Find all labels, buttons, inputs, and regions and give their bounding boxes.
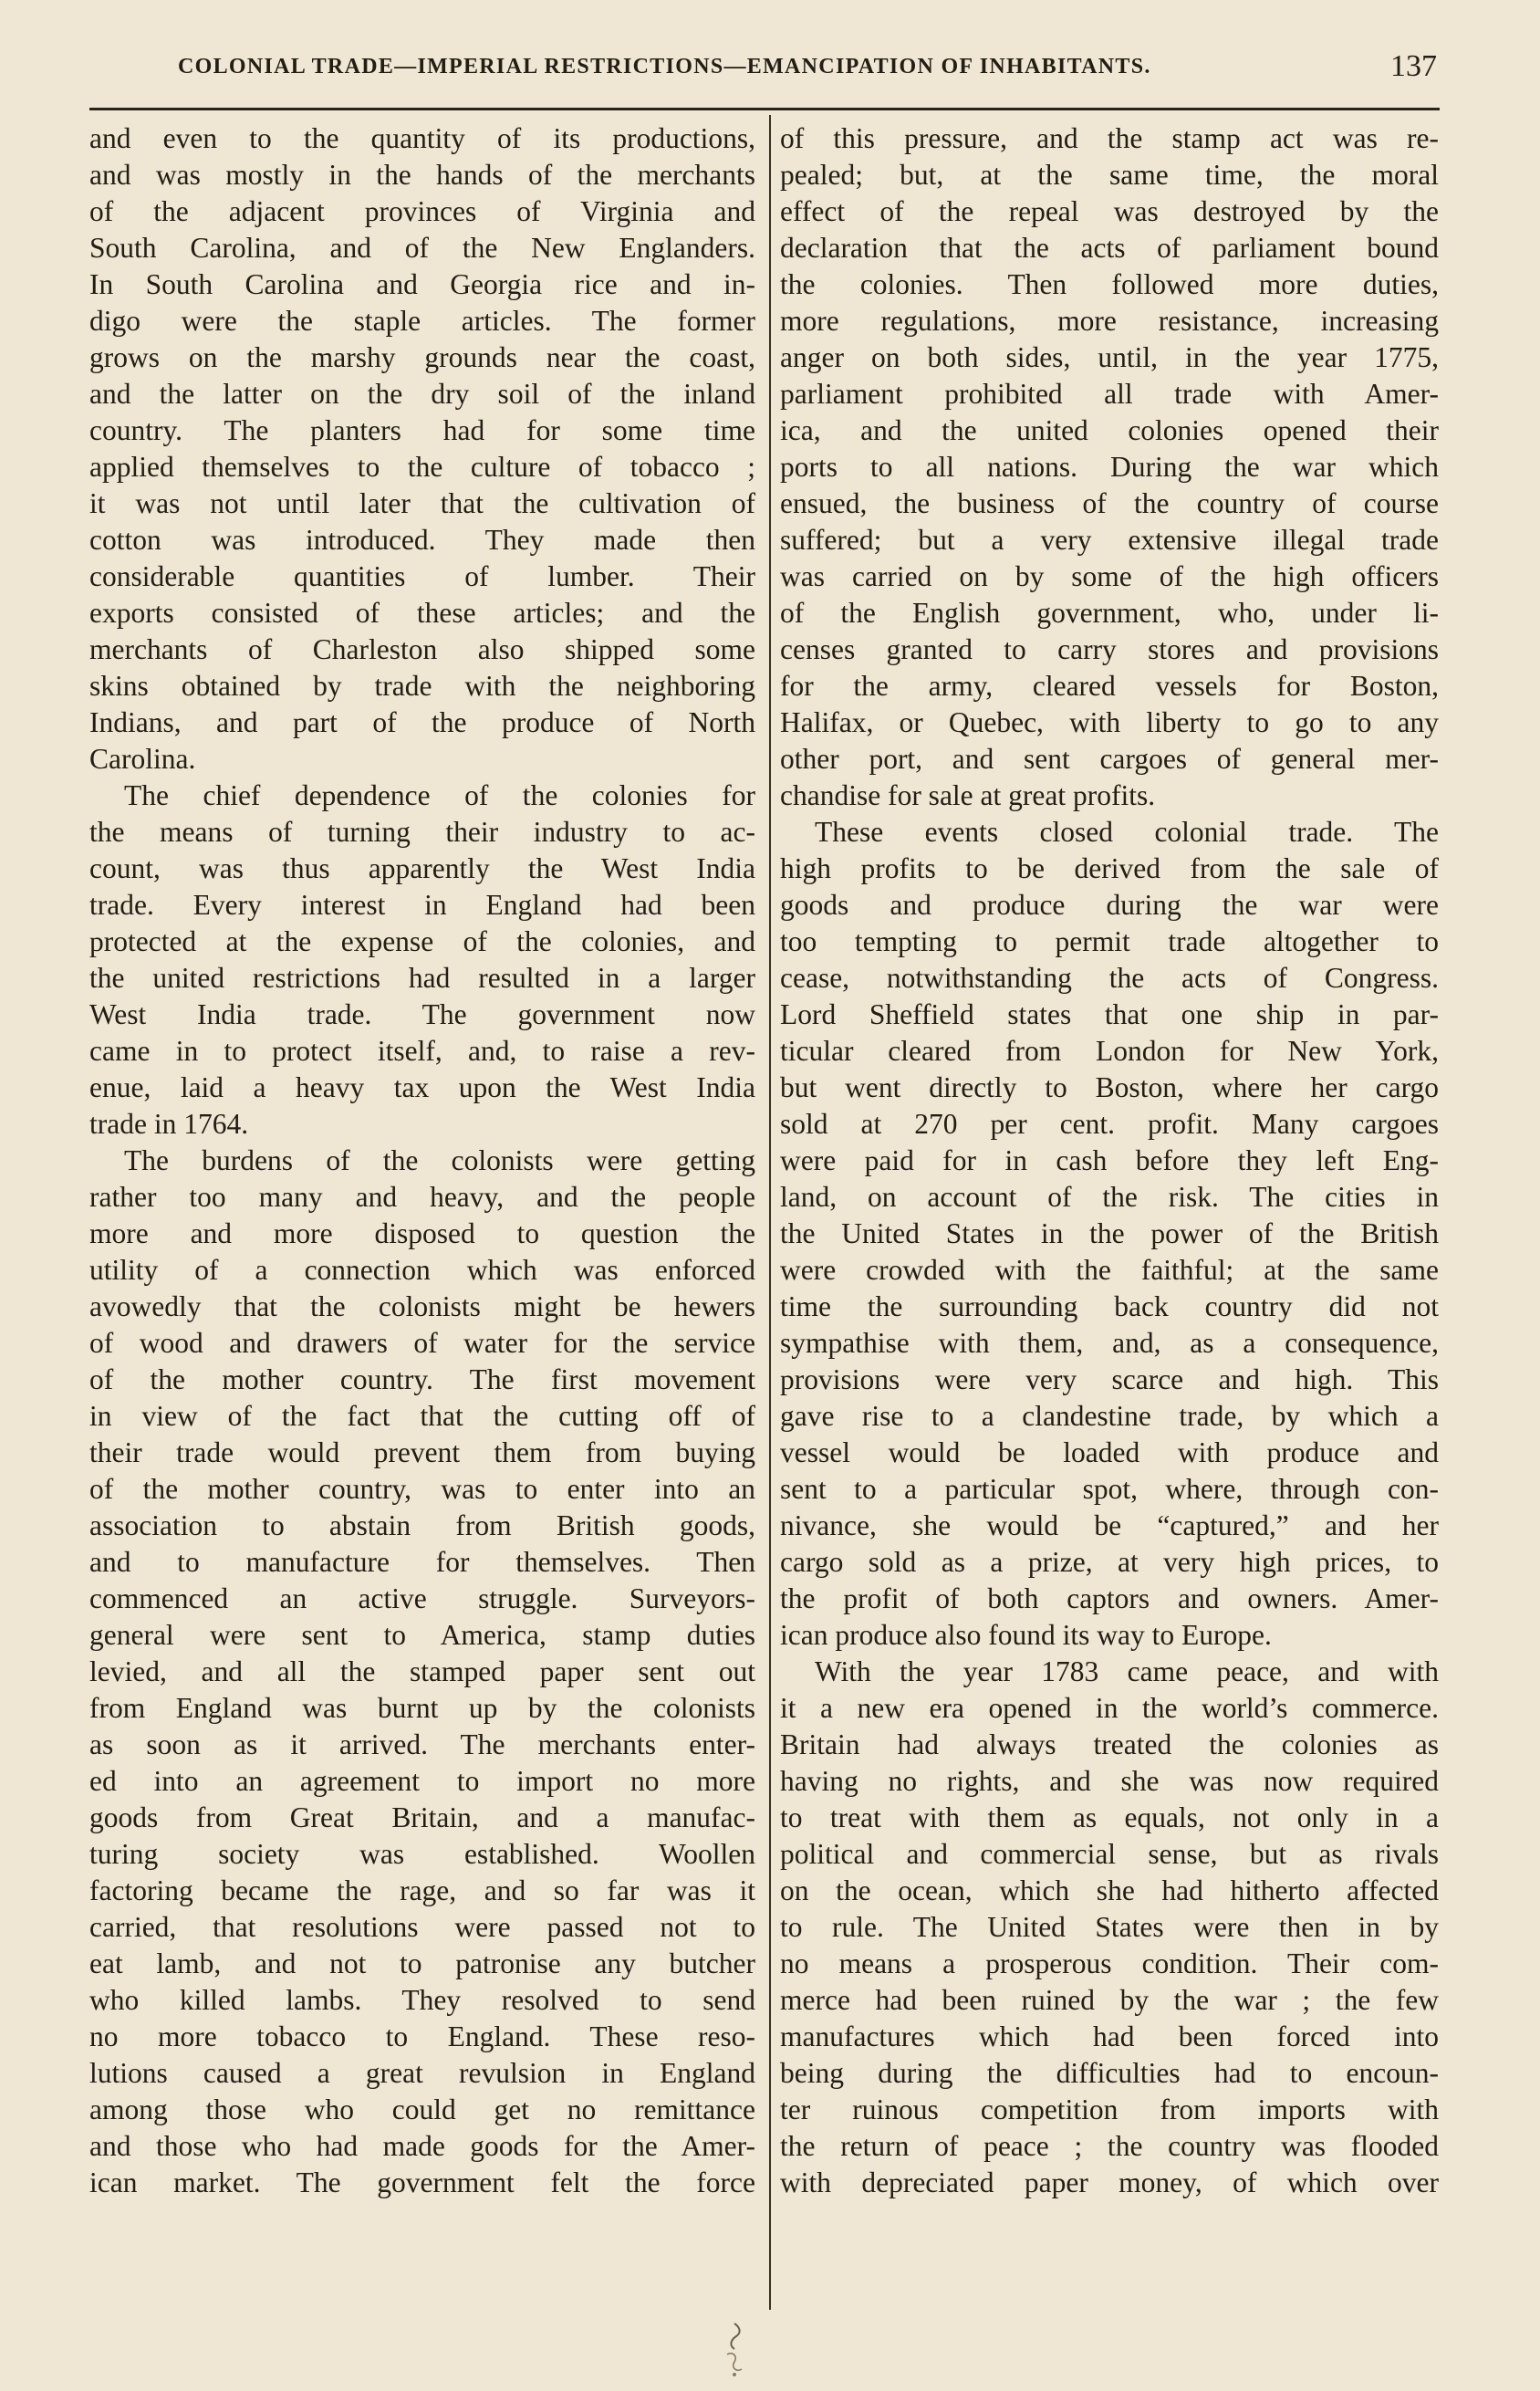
text-line: pealed; but, at the same time, the moral <box>780 159 1439 191</box>
text-line: goods and produce during the war were <box>780 889 1439 921</box>
text-line: anger on both sides, until, in the year 1775, <box>780 341 1439 373</box>
text-line: political and commercial sense, but as rivals <box>780 1838 1439 1870</box>
text-line: more regulations, more resistance, increasing <box>780 305 1439 337</box>
text-line: applied themselves to the culture of tobacco ; <box>89 451 755 483</box>
text-line: general were sent to America, stamp duties <box>89 1619 755 1651</box>
text-line: count, was thus apparently the West India <box>89 852 755 884</box>
text-line: to treat with them as equals, not only in a <box>780 1801 1439 1833</box>
text-line: their trade would prevent them from buying <box>89 1436 755 1468</box>
text-line: country. The planters had for some time <box>89 414 755 446</box>
text-line: digo were the staple articles. The former <box>89 305 755 337</box>
text-line: eat lamb, and not to patronise any butcher <box>89 1947 755 1979</box>
text-line: chandise for sale at great profits. <box>780 779 1156 811</box>
text-line: it a new era opened in the world’s commerce. <box>780 1692 1439 1724</box>
text-line: with depreciated paper money, of which over <box>780 2167 1439 2198</box>
text-line: having no rights, and she was now required <box>780 1765 1439 1797</box>
text-line: being during the difficulties had to encoun- <box>780 2057 1439 2089</box>
text-line: ed into an agreement to import no more <box>89 1765 755 1797</box>
text-line: and the latter on the dry soil of the inland <box>89 378 755 410</box>
text-line: came in to protect itself, and, to raise a rev- <box>89 1035 755 1067</box>
text-line: parliament prohibited all trade with Amer- <box>780 378 1439 410</box>
running-title: COLONIAL TRADE—IMPERIAL RESTRICTIONS—EMANCIPATION OF INHABITANTS. <box>178 55 1151 78</box>
text-line: The chief dependence of the colonies for <box>124 779 755 811</box>
text-line: considerable quantities of lumber. Their <box>89 560 755 592</box>
text-line: levied, and all the stamped paper sent out <box>89 1655 755 1687</box>
text-line: declaration that the acts of parliament bound <box>780 232 1439 264</box>
text-line: of the mother country. The first movement <box>89 1363 755 1395</box>
text-line: no means a prosperous condition. Their com- <box>780 1947 1439 1979</box>
text-line: suffered; but a very extensive illegal trade <box>780 524 1439 556</box>
text-line: the return of peace ; the country was flooded <box>780 2130 1439 2162</box>
left-column <box>89 120 755 2201</box>
text-line: West India trade. The government now <box>89 998 755 1030</box>
text-line: utility of a connection which was enforced <box>89 1254 755 1286</box>
text-line: ticular cleared from London for New York, <box>780 1035 1439 1067</box>
text-line: lutions caused a great revulsion in England <box>89 2057 755 2089</box>
text-line: as soon as it arrived. The merchants enter- <box>89 1728 755 1760</box>
running-head <box>178 49 1437 86</box>
text-line: Britain had always treated the colonies as <box>780 1728 1439 1760</box>
header-rule <box>89 108 1440 110</box>
text-line: censes granted to carry stores and provisions <box>780 633 1439 665</box>
text-line: from England was burnt up by the colonists <box>89 1692 755 1724</box>
text-line: were crowded with the faithful; at the same <box>780 1254 1439 1286</box>
text-line: These events closed colonial trade. The <box>815 816 1439 848</box>
text-line: who killed lambs. They resolved to send <box>89 1984 755 2016</box>
text-line: it was not until later that the cultivation of <box>89 487 755 519</box>
text-line: among those who could get no remittance <box>89 2093 755 2125</box>
text-line: association to abstain from British goods, <box>89 1509 755 1541</box>
text-line: South Carolina, and of the New Englanders. <box>89 232 755 264</box>
text-line: was carried on by some of the high officers <box>780 560 1439 592</box>
text-line: ensued, the business of the country of course <box>780 487 1439 519</box>
text-line: ter ruinous competition from imports with <box>780 2093 1439 2125</box>
text-line: cargo sold as a prize, at very high prices, to <box>780 1546 1439 1578</box>
text-line: provisions were very scarce and high. This <box>780 1363 1439 1395</box>
text-line: high profits to be derived from the sale of <box>780 852 1439 884</box>
text-line: other port, and sent cargoes of general mer- <box>780 743 1439 775</box>
text-line: trade in 1764. <box>89 1108 249 1140</box>
text-line: too tempting to permit trade altogether to <box>780 925 1439 957</box>
text-line: rather too many and heavy, and the people <box>89 1181 755 1213</box>
text-line: The burdens of the colonists were getting <box>124 1144 755 1176</box>
text-line: the united restrictions had resulted in a larger <box>89 962 755 994</box>
text-line: Lord Sheffield states that one ship in par- <box>780 998 1439 1030</box>
text-line: the United States in the power of the British <box>780 1217 1439 1249</box>
text-line: of this pressure, and the stamp act was re- <box>780 122 1439 154</box>
text-line: effect of the repeal was destroyed by the <box>780 195 1439 227</box>
text-line: vessel would be loaded with produce and <box>780 1436 1439 1468</box>
text-line: trade. Every interest in England had been <box>89 889 755 921</box>
text-line: ica, and the united colonies opened their <box>780 414 1439 446</box>
text-line: Indians, and part of the produce of North <box>89 706 755 738</box>
text-line: merchants of Charleston also shipped some <box>89 633 755 665</box>
text-line: more and more disposed to question the <box>89 1217 755 1249</box>
text-line: on the ocean, which she had hitherto affected <box>780 1874 1439 1906</box>
text-line: commenced an active struggle. Surveyors- <box>89 1582 755 1614</box>
text-line: protected at the expense of the colonies, and <box>89 925 755 957</box>
text-line: carried, that resolutions were passed not to <box>89 1911 755 1943</box>
text-line: and was mostly in the hands of the merchants <box>89 159 755 191</box>
text-line: and even to the quantity of its productions, <box>89 122 755 154</box>
text-line: cotton was introduced. They made then <box>89 524 755 556</box>
text-line: the profit of both captors and owners. Amer- <box>780 1582 1439 1614</box>
text-line: to rule. The United States were then in by <box>780 1911 1439 1943</box>
text-line: but went directly to Boston, where her cargo <box>780 1071 1439 1103</box>
text-line: grows on the marshy grounds near the coast, <box>89 341 755 373</box>
text-line: land, on account of the risk. The cities in <box>780 1181 1439 1213</box>
text-line: merce had been ruined by the war ; the few <box>780 1984 1439 2016</box>
text-line: goods from Great Britain, and a manufac- <box>89 1801 755 1833</box>
text-line: of the mother country, was to enter into an <box>89 1473 755 1505</box>
text-line: With the year 1783 came peace, and with <box>815 1655 1439 1687</box>
text-line: the colonies. Then followed more duties, <box>780 268 1439 300</box>
text-line: manufactures which had been forced into <box>780 2020 1439 2052</box>
text-line: factoring became the rage, and so far was it <box>89 1874 755 1906</box>
text-line: enue, laid a heavy tax upon the West India <box>89 1071 755 1103</box>
text-line: cease, notwithstanding the acts of Congress. <box>780 962 1439 994</box>
page-number: 137 <box>1390 49 1437 83</box>
text-line: nivance, she would be “captured,” and her <box>780 1509 1439 1541</box>
text-line: of wood and drawers of water for the service <box>89 1327 755 1359</box>
text-line: time the surrounding back country did not <box>780 1290 1439 1322</box>
text-line: skins obtained by trade with the neighboring <box>89 670 755 702</box>
text-line: the means of turning their industry to ac- <box>89 816 755 848</box>
text-line: ican market. The government felt the force <box>89 2167 755 2198</box>
column-divider <box>769 115 771 2310</box>
text-line: Carolina. <box>89 743 196 775</box>
text-line: sympathise with them, and, as a consequence, <box>780 1327 1439 1359</box>
text-line: Halifax, or Quebec, with liberty to go to any <box>780 706 1439 738</box>
text-line: no more tobacco to England. These reso- <box>89 2020 755 2052</box>
text-line: sent to a particular spot, where, through con- <box>780 1473 1439 1505</box>
text-line: avowedly that the colonists might be hewers <box>89 1290 755 1322</box>
text-line: were paid for in cash before they left Eng- <box>780 1144 1439 1176</box>
text-line: and those who had made goods for the Amer- <box>89 2130 755 2162</box>
text-line: of the adjacent provinces of Virginia and <box>89 195 755 227</box>
text-line: turing society was established. Woollen <box>89 1838 755 1870</box>
text-line: and to manufacture for themselves. Then <box>89 1546 755 1578</box>
text-line: ican produce also found its way to Europe. <box>780 1619 1272 1651</box>
text-line: for the army, cleared vessels for Boston, <box>780 670 1439 702</box>
text-line: exports consisted of these articles; and the <box>89 597 755 629</box>
text-line: In South Carolina and Georgia rice and in- <box>89 268 755 300</box>
printer-ornament-icon <box>707 2318 762 2382</box>
right-column <box>780 120 1439 2201</box>
text-line: sold at 270 per cent. profit. Many cargoes <box>780 1108 1439 1140</box>
text-line: gave rise to a clandestine trade, by which a <box>780 1400 1439 1432</box>
text-line: of the English government, who, under li- <box>780 597 1439 629</box>
text-line: in view of the fact that the cutting off of <box>89 1400 755 1432</box>
text-line: ports to all nations. During the war which <box>780 451 1439 483</box>
